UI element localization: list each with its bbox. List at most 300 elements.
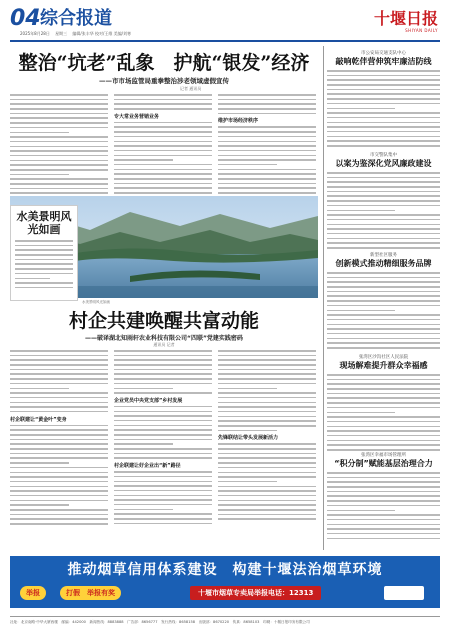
brief-title: 现场解难提升群众幸福感 <box>339 361 428 370</box>
text-line <box>327 430 440 432</box>
text-line <box>218 99 316 101</box>
text-line <box>10 378 108 380</box>
tobacco-banner-ad <box>10 556 440 608</box>
text-line <box>114 457 212 459</box>
text-line <box>327 495 440 497</box>
text-line <box>114 136 212 138</box>
text-line <box>218 113 316 115</box>
text-line <box>327 407 440 409</box>
page-number: 04 <box>10 6 41 31</box>
text-line <box>218 383 316 385</box>
text-line <box>10 355 108 357</box>
text-line <box>10 457 108 459</box>
text-line <box>327 89 440 91</box>
text-line <box>218 430 277 432</box>
text-line <box>327 103 440 105</box>
text-line <box>327 177 440 179</box>
text-line <box>10 183 108 185</box>
text-line <box>218 103 316 105</box>
text-line <box>114 141 212 143</box>
text-line <box>218 355 316 357</box>
text-line <box>327 528 440 530</box>
banner-pill-reward: 打假 举报有奖 <box>60 586 121 600</box>
text-line <box>10 476 108 478</box>
text-line <box>218 495 316 497</box>
text-line <box>218 373 316 375</box>
text-line <box>327 472 440 474</box>
lead-subheadline: ——市市场监管局重拳整治涉老领域虚假宣传 <box>99 77 229 85</box>
text-line <box>15 282 73 284</box>
logo-english: SHIYAN DAILY <box>405 28 438 33</box>
text-line <box>10 443 108 445</box>
text-line <box>10 136 108 138</box>
text-line <box>10 514 108 516</box>
text-line <box>15 273 73 275</box>
poem-body <box>15 240 73 288</box>
brief-4 <box>327 354 440 454</box>
text-line <box>114 406 212 408</box>
text-line <box>114 359 212 361</box>
text-lines <box>114 350 212 394</box>
text-line <box>327 195 440 197</box>
text-line <box>10 174 69 176</box>
text-line <box>10 117 108 119</box>
lead-headline: 整治“坑老”乱象 护航“银发”经济 <box>18 52 310 74</box>
text-line <box>327 108 395 110</box>
text-line <box>10 178 108 180</box>
text-line <box>327 374 440 376</box>
text-line <box>10 94 108 96</box>
text-line <box>10 350 108 352</box>
text-line <box>327 338 440 340</box>
text-line <box>218 192 316 194</box>
text-line <box>114 164 212 166</box>
text-line <box>218 472 316 474</box>
text-line <box>15 287 73 289</box>
text-line <box>10 164 108 166</box>
text-line <box>218 462 316 464</box>
text-line <box>10 388 69 390</box>
text-line <box>10 406 108 408</box>
text-line <box>327 79 440 81</box>
text-line <box>218 126 316 128</box>
text-line <box>10 383 108 385</box>
text-line <box>15 245 73 247</box>
text-line <box>114 448 212 450</box>
text-line <box>114 108 212 110</box>
text-line <box>114 192 212 194</box>
text-lines <box>218 443 316 520</box>
text-line <box>114 369 212 371</box>
banner-logo-icon <box>384 586 424 600</box>
text-line <box>327 181 440 183</box>
text-line <box>327 402 440 404</box>
text-line <box>327 383 440 385</box>
brief-5 <box>327 452 440 542</box>
text-line <box>327 435 440 437</box>
text-line <box>114 103 212 105</box>
text-line <box>114 495 212 497</box>
text-line <box>218 155 316 157</box>
text-line <box>114 150 212 152</box>
text-line <box>114 131 212 133</box>
text-line <box>327 333 440 335</box>
text-line <box>10 397 108 399</box>
brief-kicker: 市交警队集中 <box>370 153 397 158</box>
text-line <box>10 523 108 525</box>
banner-hotline: 十堰市烟草专卖局举报电话：12313 <box>190 586 321 600</box>
text-line <box>327 481 440 483</box>
text-line <box>218 364 316 366</box>
text-line <box>10 467 108 469</box>
text-line <box>10 504 69 506</box>
text-line <box>218 378 316 380</box>
text-line <box>10 402 108 404</box>
text-line <box>114 471 212 473</box>
photo-caption: 水美景明风光如画 <box>82 300 110 304</box>
text-line <box>218 509 316 511</box>
newspaper-logo <box>374 10 438 33</box>
text-line <box>327 112 440 114</box>
text-line <box>218 108 316 110</box>
text-line <box>218 518 316 520</box>
text-line <box>114 434 212 436</box>
text-line <box>114 373 212 375</box>
text-line <box>327 186 440 188</box>
text-line <box>327 397 440 399</box>
text-lines <box>15 240 73 288</box>
text-lines <box>327 472 440 539</box>
text-line <box>327 233 440 235</box>
text-line <box>10 429 108 431</box>
text-line <box>218 169 316 171</box>
text-line <box>327 126 440 128</box>
text-line <box>114 169 212 171</box>
logo-chinese: 十堰日报 <box>373 9 438 28</box>
text-line <box>327 514 440 516</box>
text-line <box>218 173 316 175</box>
text-line <box>114 155 212 157</box>
text-line <box>114 173 212 175</box>
text-line <box>114 178 212 180</box>
text-line <box>114 453 212 455</box>
second-column-2 <box>114 350 212 527</box>
text-line <box>327 117 440 119</box>
text-line <box>218 94 316 96</box>
text-line <box>10 364 108 366</box>
text-line <box>218 467 316 469</box>
text-lines <box>327 172 440 249</box>
text-line <box>114 122 212 124</box>
text-line <box>327 295 440 297</box>
text-line <box>327 214 440 216</box>
text-line <box>218 420 316 422</box>
text-line <box>327 172 440 174</box>
text-line <box>327 281 440 283</box>
text-line <box>327 191 440 193</box>
text-line <box>327 205 440 207</box>
issue-date: 2025年8月28日 <box>20 31 50 36</box>
text-line <box>218 514 316 516</box>
text-line <box>114 490 212 492</box>
text-line <box>10 439 108 441</box>
text-line <box>10 155 108 157</box>
text-line <box>218 164 277 166</box>
poem-box <box>10 205 78 301</box>
text-line <box>10 462 69 464</box>
text-line <box>114 355 212 357</box>
text-line <box>327 444 440 446</box>
masthead-rule <box>10 40 440 42</box>
text-line <box>218 150 316 152</box>
page-footer <box>10 616 440 630</box>
text-line <box>10 495 108 497</box>
text-line <box>10 122 108 124</box>
text-line <box>10 472 108 474</box>
text-line <box>10 434 108 436</box>
text-line <box>114 485 212 487</box>
text-line <box>10 373 108 375</box>
section-title: 综合报道 <box>40 8 112 29</box>
text-line <box>114 364 212 366</box>
text-line <box>114 378 212 380</box>
editor-credits: 编辑/张丰华 校对/王维 美编/刘寒 <box>72 31 131 36</box>
text-line <box>10 169 108 171</box>
text-line <box>114 383 212 385</box>
text-line <box>218 453 316 455</box>
text-line <box>218 448 316 450</box>
text-line <box>218 504 316 506</box>
text-line <box>218 141 316 143</box>
text-line <box>327 300 440 302</box>
text-line <box>10 509 108 511</box>
text-line <box>327 500 440 502</box>
text-line <box>114 523 212 525</box>
text-line <box>327 342 440 344</box>
text-line <box>114 499 212 501</box>
text-line <box>10 192 108 194</box>
issue-weekday: 星期三 <box>55 31 68 36</box>
text-line <box>327 533 440 535</box>
text-line <box>218 136 316 138</box>
text-line <box>327 305 440 307</box>
text-line <box>327 449 440 451</box>
text-line <box>218 425 316 427</box>
brief-title: “积分制”赋能基层治理合力 <box>334 459 433 468</box>
text-line <box>218 443 316 445</box>
text-line <box>218 397 316 399</box>
text-line <box>218 178 316 180</box>
text-line <box>327 70 440 72</box>
text-line <box>15 263 73 265</box>
text-line <box>114 94 212 96</box>
text-line <box>327 238 440 240</box>
text-line <box>327 510 395 512</box>
text-line <box>327 426 440 428</box>
footer-text: 社址：北京南路·中华大厦西楼 邮编：442000 新闻热线：8883888 广告部：8656777 发行热线：8658158 出版部：8670220 传真：8658103 印刷：十堰日报印务有限公司 <box>10 620 310 624</box>
text-line <box>10 481 108 483</box>
text-line <box>327 328 440 330</box>
text-line <box>327 538 440 540</box>
text-line <box>218 406 316 408</box>
text-line <box>327 228 440 230</box>
text-line <box>327 347 440 349</box>
text-line <box>327 519 440 521</box>
brief-3 <box>327 252 440 352</box>
text-line <box>327 272 440 274</box>
text-line <box>10 490 108 492</box>
text-line <box>327 286 440 288</box>
text-line <box>10 108 108 110</box>
text-line <box>10 99 108 101</box>
text-line <box>114 425 212 427</box>
text-line <box>10 113 108 115</box>
text-line <box>327 93 440 95</box>
text-lines <box>327 70 440 147</box>
text-line <box>15 278 50 280</box>
text-line <box>218 416 316 418</box>
brief-2 <box>327 152 440 252</box>
text-line <box>114 476 212 478</box>
brief-kicker: 张湾区幸福市场管理所 <box>361 453 406 458</box>
text-line <box>114 429 212 431</box>
text-lines <box>114 406 212 459</box>
text-line <box>218 457 316 459</box>
text-line <box>327 324 440 326</box>
text-line <box>10 392 108 394</box>
text-line <box>327 412 395 414</box>
text-line <box>114 509 173 511</box>
text-line <box>218 145 316 147</box>
text-lines <box>218 94 316 114</box>
text-line <box>10 518 108 520</box>
text-line <box>114 420 212 422</box>
brief-kicker: 张湾区沙沟社区人民法院 <box>358 355 409 360</box>
text-line <box>15 240 73 242</box>
text-lines <box>114 471 212 524</box>
text-line <box>10 411 108 413</box>
text-lines <box>114 94 212 110</box>
text-line <box>10 188 108 190</box>
text-line <box>10 359 108 361</box>
text-line <box>10 160 108 162</box>
text-line <box>218 388 277 390</box>
text-lines <box>10 350 108 412</box>
text-line <box>218 476 316 478</box>
text-line <box>327 440 440 442</box>
text-line <box>327 477 440 479</box>
text-line <box>218 131 316 133</box>
text-line <box>218 183 316 185</box>
text-line <box>218 486 316 488</box>
text-lines <box>218 350 316 431</box>
text-line <box>114 350 212 352</box>
text-line <box>218 481 277 483</box>
brief-title: 以案为鉴深化党风廉政建设 <box>335 159 432 168</box>
text-line <box>327 200 440 202</box>
text-lines <box>327 374 440 451</box>
text-line <box>114 481 212 483</box>
text-line <box>10 500 108 502</box>
text-line <box>327 247 440 249</box>
text-line <box>327 319 440 321</box>
text-line <box>10 132 69 134</box>
issue-meta <box>20 31 135 37</box>
text-line <box>218 392 316 394</box>
text-line <box>10 146 108 148</box>
second-subhead-2: 企业党员中央党支部”乡村发展 <box>114 397 183 404</box>
second-headline: 村企共建唤醒共富动能 <box>68 310 259 332</box>
text-line <box>327 491 440 493</box>
text-line <box>114 443 173 445</box>
text-line <box>327 140 440 142</box>
text-line <box>218 350 316 352</box>
text-line <box>10 369 108 371</box>
text-line <box>218 159 316 161</box>
text-line <box>327 393 440 395</box>
text-line <box>327 131 440 133</box>
text-line <box>114 392 212 394</box>
second-subhead-4: 先锋联结让带头发展新活力 <box>218 435 279 442</box>
brief-kicker: 市公安局交通支队中心 <box>361 51 406 56</box>
second-subheadline: ——破译湖北知雨轩农业科技有限公司“四联”党建实践密码 <box>85 335 243 342</box>
text-line <box>114 183 212 185</box>
text-line <box>327 210 395 212</box>
text-line <box>327 379 440 381</box>
column-divider <box>323 46 324 550</box>
text-line <box>327 84 440 86</box>
text-line <box>327 505 440 507</box>
poem-title: 水美景明风光如画 <box>16 210 72 236</box>
text-line <box>327 314 440 316</box>
text-line <box>327 486 440 488</box>
text-line <box>218 411 316 413</box>
text-line <box>218 500 316 502</box>
text-line <box>10 425 108 427</box>
text-line <box>114 504 212 506</box>
lead-subhead-1: 专大常业务营销业务 <box>114 113 160 120</box>
text-line <box>327 524 440 526</box>
text-line <box>10 141 108 143</box>
text-line <box>10 103 108 105</box>
text-line <box>327 310 395 312</box>
lead-subhead-2: 维护市场经济秩序 <box>218 118 259 125</box>
text-line <box>15 254 73 256</box>
text-line <box>327 219 440 221</box>
text-line <box>15 249 73 251</box>
text-line <box>327 122 440 124</box>
text-line <box>10 486 108 488</box>
text-line <box>114 145 212 147</box>
text-line <box>114 439 212 441</box>
text-line <box>10 127 108 129</box>
text-line <box>114 126 212 128</box>
text-line <box>15 268 73 270</box>
text-lines <box>327 272 440 349</box>
masthead <box>10 6 440 40</box>
text-line <box>327 242 440 244</box>
second-column-1 <box>10 350 108 528</box>
text-line <box>327 224 440 226</box>
text-line <box>327 277 440 279</box>
brief-title: 创新模式推动精细服务品牌 <box>335 259 432 268</box>
text-line <box>15 259 73 261</box>
brief-1 <box>327 50 440 150</box>
second-column-3 <box>218 350 316 523</box>
banner-pill-report: 举报 <box>20 586 46 600</box>
text-line <box>218 187 316 189</box>
text-line <box>327 145 440 147</box>
